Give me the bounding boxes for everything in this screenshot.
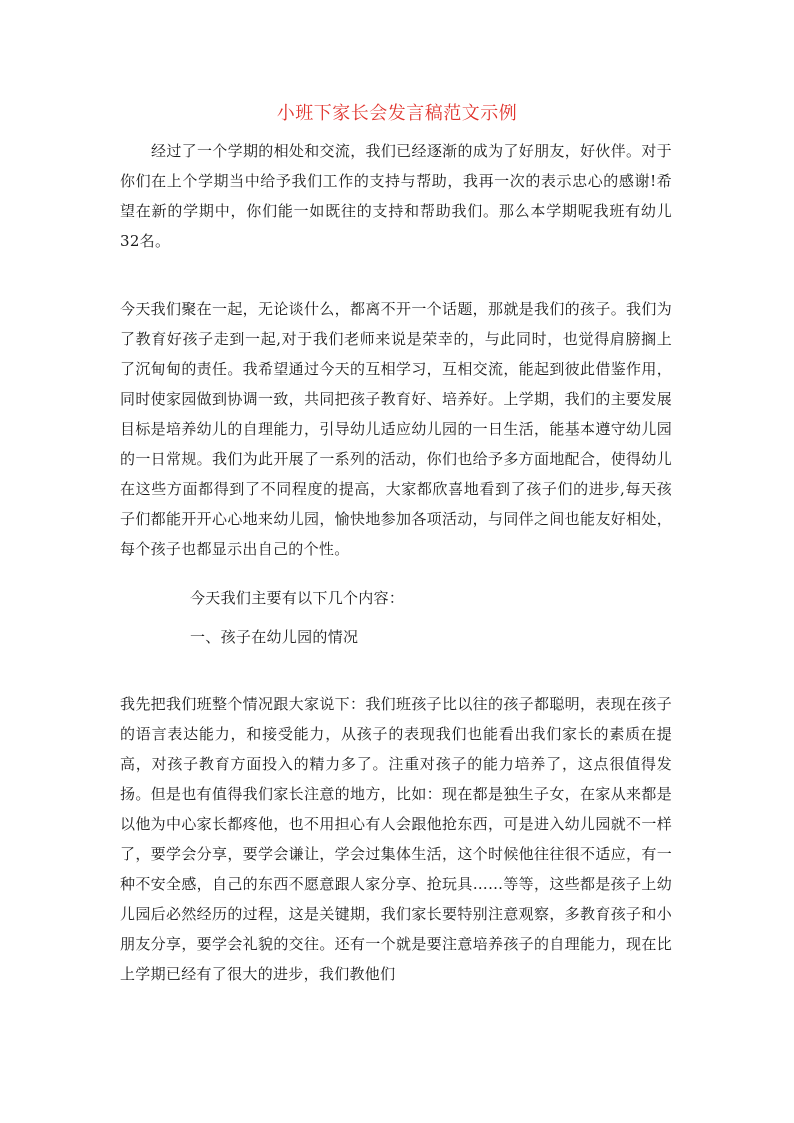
paragraph-intro: 经过了一个学期的相处和交流，我们已经逐渐的成为了好朋友，好伙伴。对于你们在上个学期当中给予我们工作的支持与帮助，我再一次的表示忠心的感谢!希望在新的学期中，你们能一如既往的支持和帮助我们。那么本学期呢我班有幼儿32名。 [120,142,672,250]
paragraph-agenda-intro: 今天我们主要有以下几个内容： [190,589,405,607]
document-title: 小班下家长会发言稿范文示例 [276,103,518,124]
section-heading-1: 一、孩子在幼儿园的情况 [190,628,359,646]
paragraph-class-situation: 我先把我们班整个情况跟大家说下：我们班孩子比以往的孩子都聪明，表现在孩子的语言表达能力，和接受能力，从孩子的表现我们也能看出我们家长的素质在提高，对孩子教育方面投入的精力多了。注重对孩子的能力培养了，这点很值得发扬。但是也有值得我们家长注意的地方，比如：现在都是独生子女，在家从来都是以他为中心家长都疼他，也不用担心有人会跟他抢东西，可是进入幼儿园就不一样了，要学会分享，要学会谦让，学会过集体生活，这个时候他往往很不适应，有一种不安全感，自己的东西不愿意跟人家分享、抢玩具……等等，这些都是孩子上幼儿园后必然经历的过程，这是关键期，我们家长要特别注意观察，多教育孩子和小朋友分享，要学会礼貌的交往。还有一个就是要注意培养孩子的自理能力，现在比上学期已经有了很大的进步，我们教他们 [120,695,672,983]
paragraph-gathering: 今天我们聚在一起，无论谈什么，都离不开一个话题，那就是我们的孩子。我们为了教育好孩子走到一起,对于我们老师来说是荣幸的，与此同时，也觉得肩膀搁上了沉甸甸的责任。我希望通过今天的互相学习，互相交流，能起到彼此借鉴作用，同时使家园做到协调一致，共同把孩子教育好、培养好。上学期，我们的主要发展目标是培养幼儿的自理能力，引导幼儿适应幼儿园的一日生活，能基本遵守幼儿园的一日常规。我们为此开展了一系列的活动，你们也给予多方面地配合，使得幼儿在这些方面都得到了不同程度的提高，大家都欣喜地看到了孩子们的进步,每天孩子们都能开开心心地来幼儿园，愉快地参加各项活动，与同伴之间也能友好相处，每个孩子也都显示出自己的个性。 [120,300,672,558]
